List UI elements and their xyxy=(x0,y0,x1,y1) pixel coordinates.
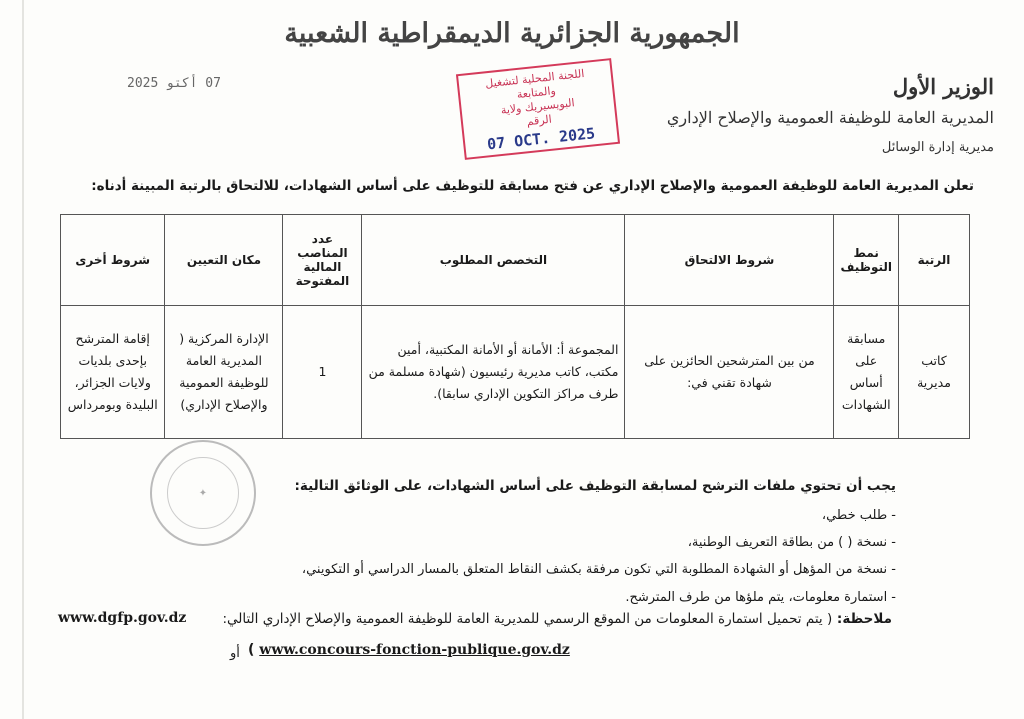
recruitment-table xyxy=(60,214,970,439)
dgfp-url-link[interactable]: www.dgfp.gov.dz xyxy=(58,610,187,626)
document-item: - طلب خطي، xyxy=(821,508,896,523)
receipt-date: 07 أكتو 2025 xyxy=(127,76,221,91)
col-header-other: شروط أخرى xyxy=(61,215,165,306)
reception-stamp xyxy=(456,58,620,160)
cell-other: إقامة المترشح بإحدى بلديات ولايات الجزائر، البليدة وبومرداس xyxy=(61,306,165,439)
table-header-row xyxy=(61,215,970,306)
cell-positions: 1 xyxy=(283,306,362,439)
cell-conditions: من بين المترشحين الحائزين على شهادة تقني في: xyxy=(625,306,834,439)
note xyxy=(222,611,892,627)
col-header-location: مكان التعيين xyxy=(165,215,283,306)
cell-grade: كاتب مديرية xyxy=(899,306,970,439)
cell-location: الإدارة المركزية ( المديرية العامة للوظيفة العمومية والإصلاح الإداري) xyxy=(165,306,283,439)
note-label: ملاحظة: xyxy=(836,611,892,627)
table-row xyxy=(61,306,970,439)
stamp-line: اللجنة المحلية لتشغيل والمتابعة xyxy=(484,67,585,102)
documents-title: يجب أن تحتوي ملفات الترشح لمسابقة التوظيف على أساس الشهادات، على الوثائق التالية: xyxy=(294,478,896,494)
note-close-paren: ) xyxy=(248,642,255,658)
stamp-line: الرقم xyxy=(526,112,553,129)
scan-edge xyxy=(22,0,24,719)
note-text: ( يتم تحميل استمارة المعلومات من الموقع الرسمي للمديرية العامة للوظيفة العمومية والإصلاح الإداري التالي: xyxy=(222,611,833,627)
ministry-line-3: مديرية إدارة الوسائل xyxy=(881,140,994,155)
concours-url-link[interactable]: www.concours-fonction-publique.gov.dz xyxy=(259,642,570,658)
note-or: أو xyxy=(230,646,240,661)
ministry-line-1: الوزير الأول xyxy=(892,74,994,99)
document-item: - نسخة ( ) من بطاقة التعريف الوطنية، xyxy=(687,535,896,550)
ministry-line-2: المديرية العامة للوظيفة العمومية والإصلاح الإداري xyxy=(666,108,994,127)
stamp-line: البويسيريك ولاية xyxy=(500,96,576,117)
republic-title: الجمهورية الجزائرية الديمقراطية الشعبية xyxy=(284,18,740,49)
official-seal xyxy=(150,440,256,546)
col-header-conditions: شروط الالتحاق xyxy=(625,215,834,306)
cell-specialty: المجموعة أ: الأمانة أو الأمانة المكتبية، أمين مكتب، كاتب مديرية رئيسيون (شهادة مسلمة من طرف مراكز التكوين الإداري سابقا). xyxy=(362,306,625,439)
document-item: - استمارة معلومات، يتم ملؤها من طرف المترشح. xyxy=(625,590,896,605)
col-header-mode: نمط التوظيف xyxy=(834,215,899,306)
col-header-specialty: التخصص المطلوب xyxy=(362,215,625,306)
stamp-date: 07 OCT. 2025 xyxy=(486,124,596,154)
cell-mode: مسابقة على أساس الشهادات xyxy=(834,306,899,439)
announcement-intro: تعلن المديرية العامة للوظيفة العمومية والإصلاح الإداري عن فتح مسابقة للتوظيف على أساس الشهادات، للالتحاق بالرتبة المبينة أدناه: xyxy=(91,178,974,194)
seal-emblem-icon: ✦ xyxy=(167,457,239,529)
col-header-positions: عدد المناصب المالية المفتوحة xyxy=(283,215,362,306)
note-url-line xyxy=(248,642,570,658)
col-header-grade: الرتبة xyxy=(899,215,970,306)
document-item: - نسخة من المؤهل أو الشهادة المطلوبة التي تكون مرفقة بكشف النقاط المتعلق بالمسار الدراسي أو التكويني، xyxy=(301,562,896,577)
